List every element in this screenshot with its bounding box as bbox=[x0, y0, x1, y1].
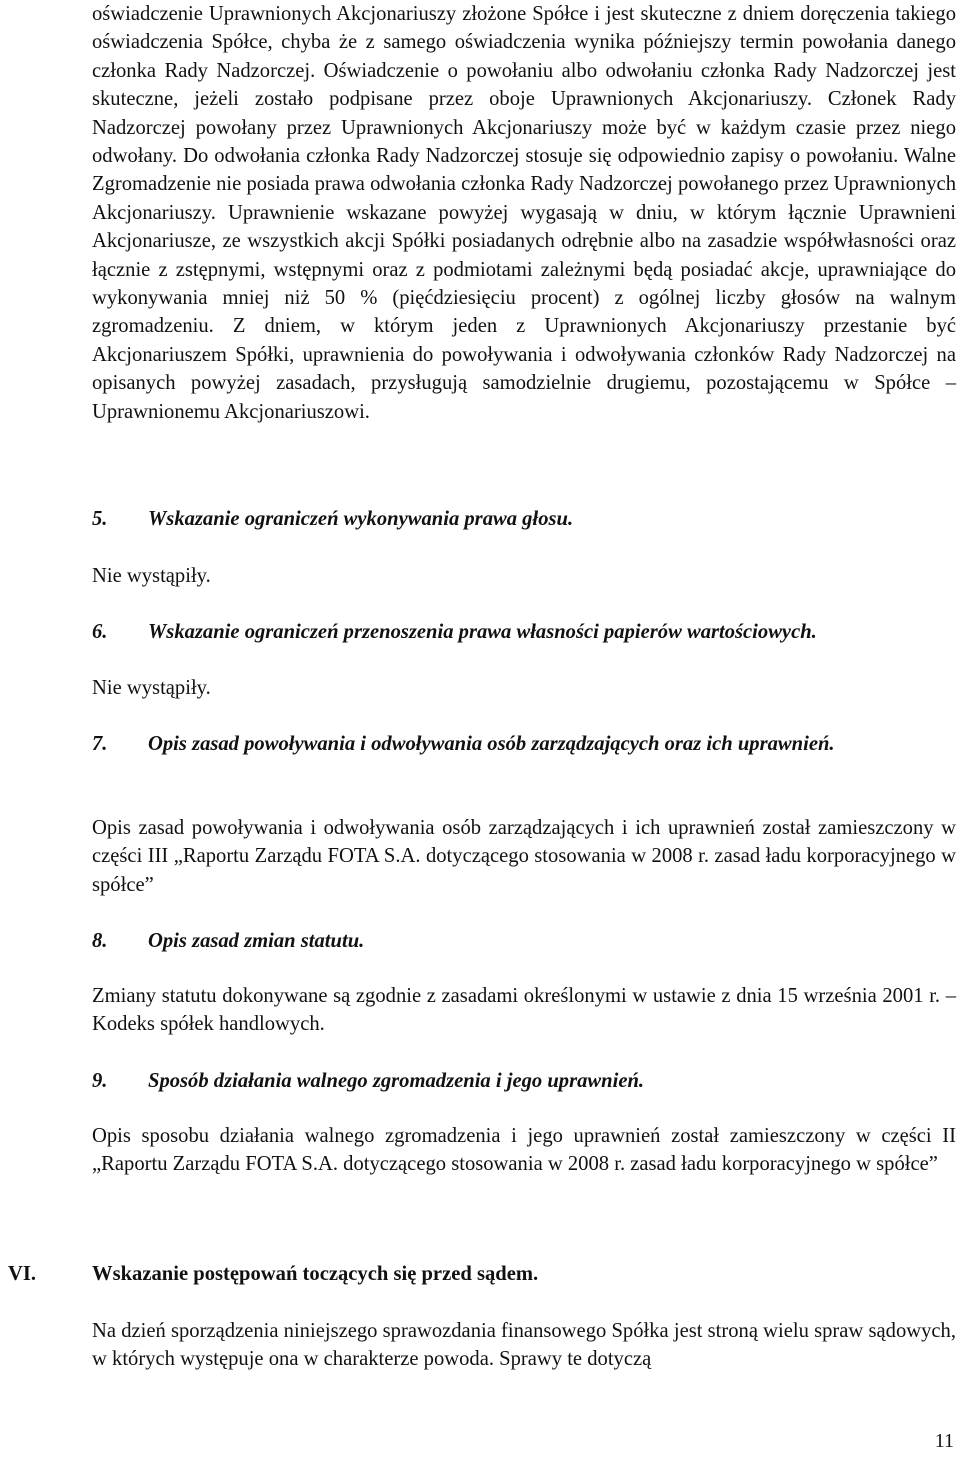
paragraph-supervisory-board: oświadczenie Uprawnionych Akcjonariuszy złożone Spółce i jest skuteczne z dniem doręczenia takiego oświadczenia Spółce, chyba że z samego oświadczenia wynika późniejszy termin powołania danego członka Rady Nadzorczej. Oświadczenie o powołaniu albo odwołaniu członka Rady Nadzorczej jest skuteczne, jeżeli zostało podpisane przez oboje Uprawnionych Akcjonariuszy. Członek Rady Nadzorczej powołany przez Uprawnionych Akcjonariuszy może być w każdym czasie przez niego odwołany. Do odwołania członka Rady Nadzorczej stosuje się odpowiednio zapisy o powołaniu. Walne Zgromadzenie nie posiada prawa odwołania członka Rady Nadzorczej powołanego przez Uprawnionych Akcjonariuszy. Uprawnienie wskazane powyżej wygasają w dniu, w którym łącznie Uprawnieni Akcjonariusze, ze wszystkich akcji Spółki posiadanych odrębnie albo na zasadzie współwłasności oraz łącznie z zstępnymi, wstępnymi oraz z podmiotami zależnymi będą posiadać akcje, uprawniające do wykonywania mniej niż 50 % (pięćdziesięciu procent) z ogólnej liczby głosów na walnym zgromadzeniu. Z dniem, w którym jeden z Uprawnionych Akcjonariuszy przestanie być Akcjonariuszem Spółki, uprawnienia do powoływania i odwoływania członków Rady Nadzorczej na opisanych powyżej zasadach, przysługują samodzielnie drugiemu, pozostającemu w Spółce – Uprawnionemu Akcjonariuszowi. bbox=[92, 3, 956, 423]
heading-section-5 bbox=[92, 505, 948, 533]
section-9-body: Opis sposobu działania walnego zgromadzenia i jego uprawnień został zamieszczony w części II „Raportu Zarządu FOTA S.A. dotyczącego stosowania w 2008 r. zasad ładu korporacyjnego w spółce” bbox=[92, 1125, 956, 1176]
section-title: Wskazanie postępowań toczących się przed sądem. bbox=[92, 1263, 539, 1285]
heading-section-VI bbox=[0, 1260, 538, 1288]
page-number: 11 bbox=[934, 1430, 954, 1452]
heading-section-8 bbox=[92, 927, 948, 955]
section-5-body: Nie wystąpiły. bbox=[92, 565, 211, 587]
section-number: 7. bbox=[92, 733, 108, 755]
heading-section-7 bbox=[92, 730, 868, 758]
section-title: Opis zasad powoływania i odwoływania osób zarządzających oraz ich uprawnień. bbox=[148, 733, 835, 755]
section-number: 9. bbox=[92, 1070, 108, 1092]
section-6-body: Nie wystąpiły. bbox=[92, 677, 211, 699]
heading-section-6 bbox=[92, 618, 948, 646]
heading-section-9 bbox=[92, 1067, 948, 1095]
section-title: Wskazanie ograniczeń przenoszenia prawa własności papierów wartościowych. bbox=[148, 621, 817, 643]
section-title: Opis zasad zmian statutu. bbox=[148, 930, 365, 952]
section-number: 8. bbox=[92, 930, 108, 952]
section-number: 6. bbox=[92, 621, 108, 643]
section-number: VI. bbox=[8, 1263, 37, 1285]
section-8-body: Zmiany statutu dokonywane są zgodnie z zasadami określonymi w ustawie z dnia 15 września 2001 r. – Kodeks spółek handlowych. bbox=[92, 985, 956, 1036]
section-VI-body: Na dzień sporządzenia niniejszego sprawozdania finansowego Spółka jest stroną wielu spraw sądowych, w których występuje ona w charakterze powoda. Sprawy te dotyczą bbox=[92, 1320, 956, 1371]
section-7-body: Opis zasad powoływania i odwoływania osób zarządzających i ich uprawnień został zamieszczony w części III „Raportu Zarządu FOTA S.A. dotyczącego stosowania w 2008 r. zasad ładu korporacyjnego w spółce” bbox=[92, 817, 956, 896]
section-number: 5. bbox=[92, 508, 108, 530]
section-title: Sposób działania walnego zgromadzenia i jego uprawnień. bbox=[148, 1070, 645, 1092]
section-title: Wskazanie ograniczeń wykonywania prawa głosu. bbox=[148, 508, 574, 530]
